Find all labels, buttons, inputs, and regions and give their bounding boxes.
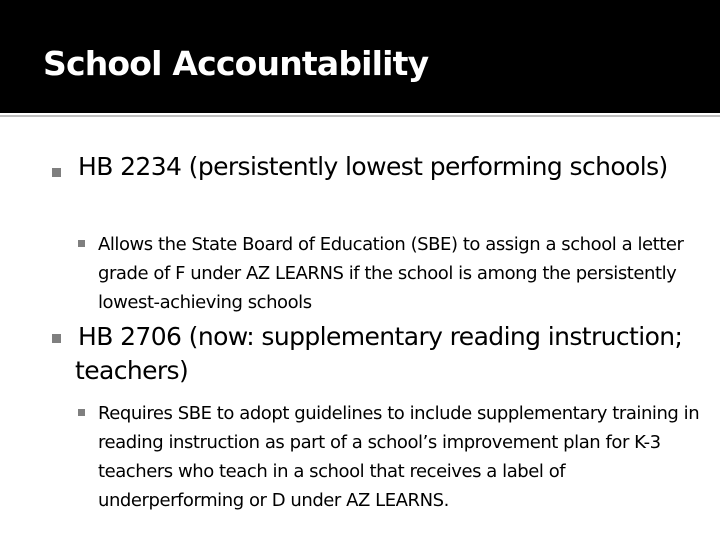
- square-bullet-icon: [52, 334, 61, 343]
- title-divider: [0, 115, 720, 117]
- square-bullet-icon: [78, 409, 85, 416]
- square-bullet-icon: [52, 168, 61, 177]
- sub-bullet-text: Requires SBE to adopt guidelines to include supplementary training in reading instruction as part of a school’s improvement plan for K-3 teachers who teach in a school that receives a label of underperforming or D under AZ LEARNS.: [98, 403, 700, 511]
- sub-bullet-text: Allows the State Board of Education (SBE) to assign a school a letter grade of F under AZ LEARNS if the school is among the persistently lowest-achieving schools: [98, 234, 684, 313]
- square-bullet-icon: [78, 240, 85, 247]
- bullet-text: HB 2234 (persistently lowest performing schools): [78, 152, 668, 181]
- slide-title: School Accountability: [43, 44, 429, 83]
- bullet-text: HB 2706 (now: supplementary reading instruction; teachers): [75, 322, 683, 385]
